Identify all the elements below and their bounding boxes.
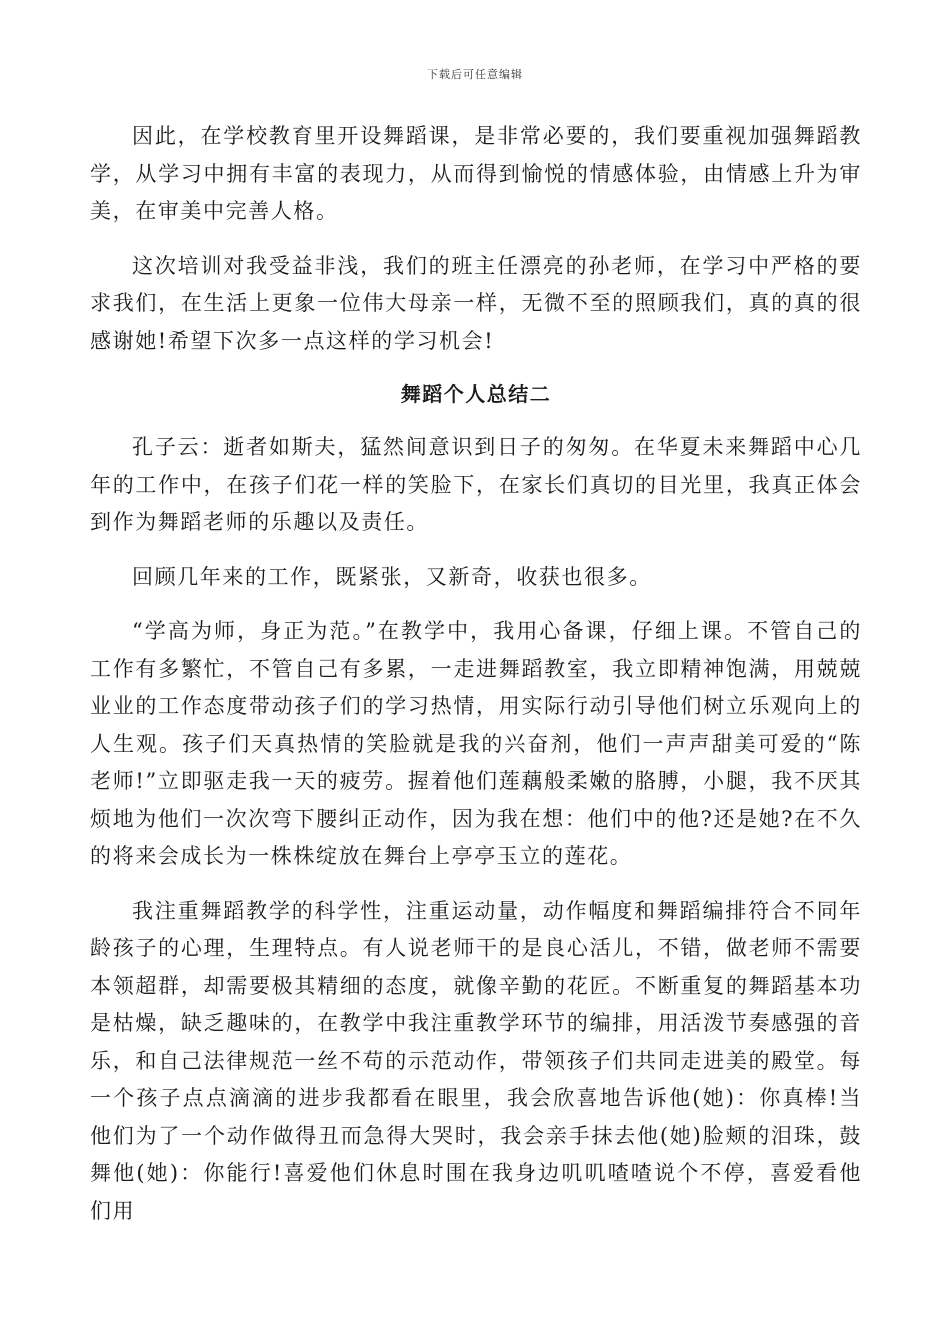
section-heading: 舞蹈个人总结二 <box>400 382 552 406</box>
paragraph: 因此，在学校教育里开设舞蹈课，是非常必要的，我们要重视加强舞蹈教学，从学习中拥有丰富的表现力，从而得到愉悦的情感体验，由情感上升为审美，在审美中完善人格。 <box>90 124 862 223</box>
document-body <box>90 118 862 1247</box>
paragraph: “学高为师，身正为范。”在教学中，我用心备课，仔细上课。不管自己的工作有多繁忙，不管自己有多累，一走进舞蹈教室，我立即精神饱满，用兢兢业业的工作态度带动孩子们的学习热情，用实际行动引导他们树立乐观向上的人生观。孩子们天真热情的笑脸就是我的兴奋剂，他们一声声甜美可爱的“陈老师!”立即驱走我一天的疲劳。握着他们莲藕般柔嫩的胳膊，小腿，我不厌其烦地为他们一次次弯下腰纠正动作，因为我在想：他们中的他?还是她?在不久的将来会成长为一株株绽放在舞台上亭亭玉立的莲花。 <box>90 619 862 868</box>
paragraph: 这次培训对我受益非浅，我们的班主任漂亮的孙老师，在学习中严格的要求我们，在生活上更象一位伟大母亲一样，无微不至的照顾我们，真的真的很感谢她!希望下次多一点这样的学习机会! <box>90 253 862 353</box>
paragraph: 回顾几年来的工作，既紧张，又新奇，收获也很多。 <box>132 564 652 589</box>
header-note: 下载后可任意编辑 <box>427 68 523 81</box>
paragraph: 孔子云：逝者如斯夫，猛然间意识到日子的匆匆。在华夏未来舞蹈中心几年的工作中，在孩子们花一样的笑脸下，在家长们真切的目光里，我真正体会到作为舞蹈老师的乐趣以及责任。 <box>90 435 862 534</box>
paragraph: 我注重舞蹈教学的科学性，注重运动量，动作幅度和舞蹈编排符合不同年龄孩子的心理，生理特点。有人说老师干的是良心活儿，不错，做老师不需要本领超群，却需要极其精细的态度，就像辛勤的花匠。不断重复的舞蹈基本功是枯燥，缺乏趣味的，在教学中我注重教学环节的编排，用活泼节奏感强的音乐，和自己法律规范一丝不苟的示范动作，带领孩子们共同走进美的殿堂。每一个孩子点点滴滴的进步我都看在眼里，我会欣喜地告诉他(她)：你真棒!当他们为了一个动作做得丑而急得大哭时，我会亲手抹去他(她)脸颊的泪珠，鼓舞他(她)：你能行!喜爱他们休息时围在我身边叽叽喳喳说个不停，喜爱看他们用 <box>90 898 862 1223</box>
